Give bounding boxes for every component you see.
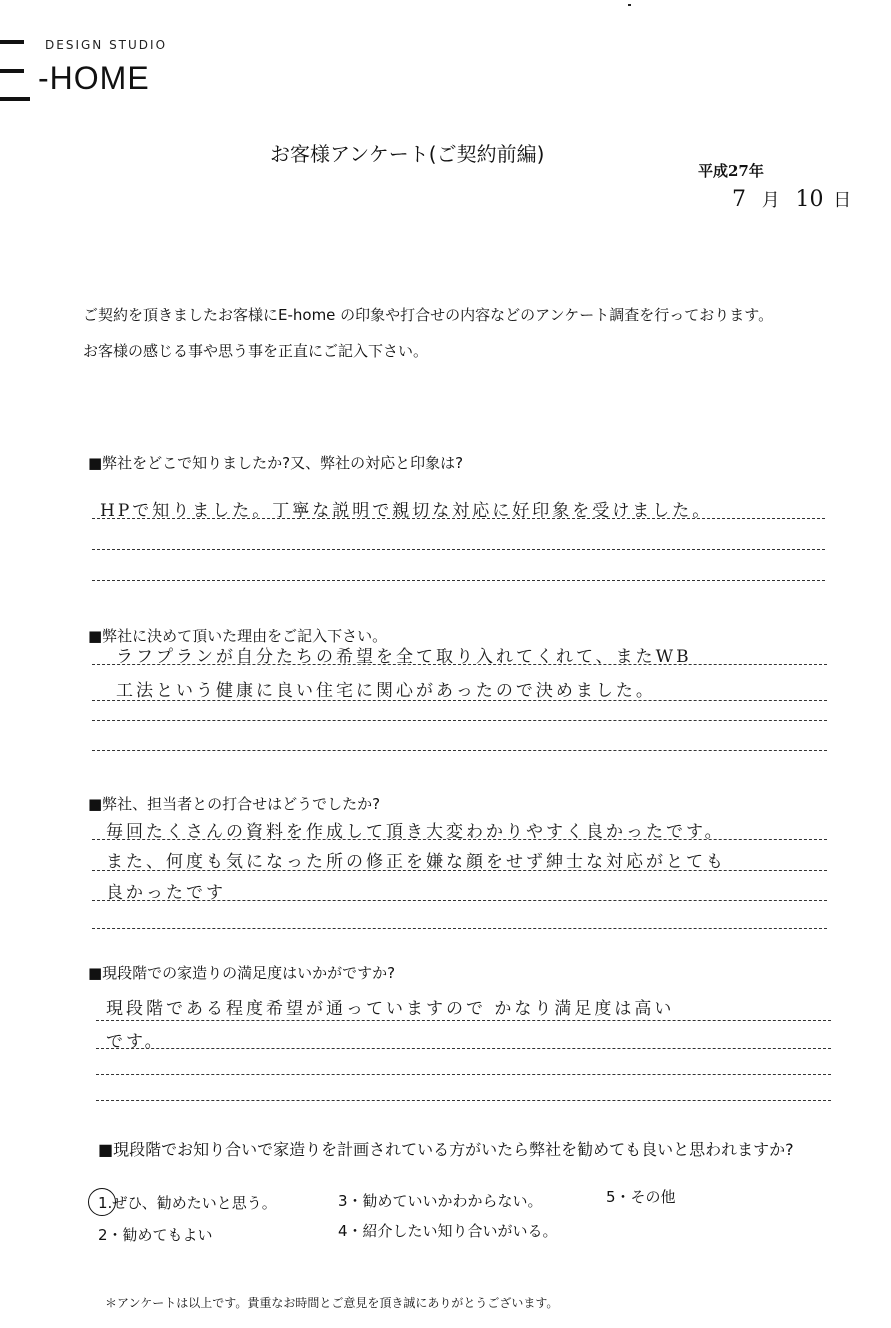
date-day: 10	[795, 187, 824, 212]
recommend-option-5[interactable]: 5・その他	[606, 1188, 676, 1206]
question-3-answer-line-1: 毎回たくさんの資料を作成して頂き大変わかりやすく良かったです。	[106, 822, 725, 842]
era-year: 平成27年	[698, 162, 764, 180]
question-2-answer-line-2: 工法という健康に良い住宅に関心があったので決めました。	[116, 681, 656, 701]
question-3-answer-line-2: また、何度も気になった所の修正を嫌な顔をせず紳士な対応がとても	[106, 852, 726, 872]
question-3-label: ■弊社、担当者との打合せはどうでしたか?	[88, 795, 381, 813]
answer-rule	[92, 580, 825, 581]
footer-thanks: ＊アンケートは以上です。貴重なお時間とご意見を頂き誠にありがとうございます。	[105, 1296, 559, 1310]
intro-line-1: ご契約を頂きましたお客様にE-home の印象や打合せの内容などのアンケート調査を行っております。	[83, 306, 774, 324]
answer-rule	[92, 928, 827, 929]
answer-rule	[92, 750, 827, 751]
answer-rule	[96, 1048, 831, 1049]
question-2-label: ■弊社に決めて頂いた理由をご記入下さい。	[88, 627, 388, 645]
logo-studio-text: DESIGN STUDIO	[45, 38, 168, 52]
question-1-answer-line-1: HPで知りました。丁寧な説明で親切な対応に好印象を受けました。	[100, 501, 713, 521]
date-month: 7	[732, 187, 746, 212]
date-row	[732, 186, 851, 212]
recommend-option-2[interactable]: 2・勧めてもよい	[98, 1226, 213, 1244]
date-day-unit: 日	[833, 190, 852, 211]
date-month-unit: 月	[761, 190, 780, 211]
answer-rule	[92, 870, 827, 871]
logo-brand-text: -HOME	[38, 60, 150, 96]
answer-rule	[96, 1100, 831, 1101]
answer-rule	[96, 1074, 831, 1075]
recommend-option-4[interactable]: 4・紹介したい知り合いがいる。	[338, 1222, 558, 1240]
answer-rule	[92, 518, 825, 519]
answer-rule	[92, 720, 827, 721]
answer-rule	[92, 664, 827, 665]
answer-rule	[92, 700, 827, 701]
question-4-answer-line-1: 現段階である程度希望が通っていますので かなり満足度は高い	[106, 999, 675, 1019]
page-title: お客様アンケート(ご契約前編)	[270, 142, 545, 166]
question-1-label: ■弊社をどこで知りましたか?又、弊社の対応と印象は?	[88, 454, 464, 472]
answer-rule	[92, 549, 825, 550]
question-2-answer-line-1: ラフプランが自分たちの希望を全て取り入れてくれて、またWB	[116, 647, 692, 667]
recommend-option-1[interactable]: 1.ぜひ、勧めたいと思う。	[98, 1194, 277, 1212]
logo-e-mark-icon	[0, 40, 40, 102]
scan-speck	[628, 4, 631, 6]
recommend-option-3[interactable]: 3・勧めていいかわからない。	[338, 1192, 543, 1210]
question-4-label: ■現段階での家造りの満足度はいかがですか?	[88, 964, 396, 982]
intro-line-2: お客様の感じる事や思う事を正直にご記入下さい。	[83, 342, 429, 360]
recommend-question-label: ■現段階でお知り合いで家造りを計画されている方がいたら弊社を勧めても良いと思われますか?	[98, 1140, 794, 1159]
answer-rule	[96, 1020, 831, 1021]
answer-rule	[92, 839, 827, 840]
question-3-answer-line-3: 良かったです	[106, 883, 226, 903]
answer-rule	[92, 900, 827, 901]
question-4-answer-line-2: です。	[106, 1032, 165, 1052]
